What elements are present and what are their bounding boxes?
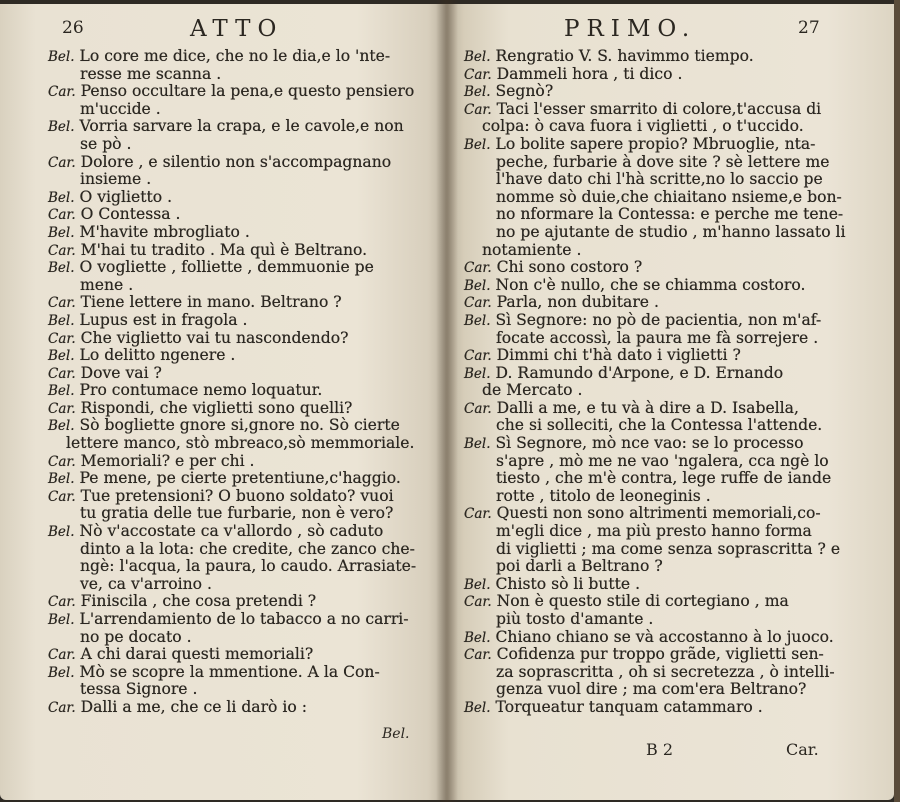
- dialogue-text: D. Ramundo d'Arpone, e D. Ernando: [495, 363, 784, 382]
- dialogue-text: za soprascritta , oh si secretezza , ò intelli-: [496, 662, 835, 681]
- speaker-label: Car.: [48, 365, 76, 382]
- text-line: [48, 171, 438, 189]
- text-line: [48, 136, 438, 154]
- text-line: [48, 541, 438, 559]
- running-head: PRIMO.: [564, 16, 697, 42]
- speaker-label: Car.: [464, 400, 492, 417]
- text-line: [48, 646, 438, 664]
- text-line: [48, 470, 438, 488]
- text-line: [48, 400, 438, 418]
- dialogue-text: se pò .: [80, 134, 132, 153]
- text-line: [464, 48, 880, 66]
- dialogue-text: più tosto d'amante .: [496, 610, 654, 628]
- right-page-header: [446, 18, 894, 48]
- speaker-label: Car.: [464, 295, 492, 312]
- dialogue-text: colpa: ò cava fuora i viglietti , o t'uccido.: [482, 117, 804, 136]
- text-line: [48, 347, 438, 365]
- text-line: [48, 681, 438, 699]
- dialogue-text: Vorria sarvare la crapa, e le cavole,e non: [79, 117, 404, 136]
- dialogue-text: Che viglietto vai tu nascondendo?: [80, 328, 349, 347]
- dialogue-text: Dammeli hora , ti dico .: [496, 64, 683, 83]
- text-line: [464, 277, 880, 295]
- text-line: [464, 330, 880, 348]
- dialogue-text: m'egli dice , ma più presto hanno forma: [496, 522, 812, 541]
- dialogue-text: Chisto sò li butte .: [495, 574, 641, 593]
- dialogue-text: O viglietto .: [79, 187, 173, 206]
- text-line: [464, 558, 880, 576]
- dialogue-text: Non è questo stile di cortegiano , ma: [496, 592, 789, 611]
- dialogue-text: m'uccide .: [80, 99, 161, 118]
- text-line: [48, 259, 438, 277]
- text-line: [48, 699, 438, 717]
- page-edge: [894, 0, 900, 802]
- text-line: [48, 224, 438, 242]
- dialogue-text: Lo core me dice, che no le dia,e lo 'nte-: [79, 47, 391, 65]
- speaker-label: Car.: [48, 295, 76, 312]
- signature-mark: B 2: [646, 740, 674, 759]
- speaker-label: Bel.: [48, 524, 75, 541]
- text-line: [464, 576, 880, 594]
- text-line: [48, 435, 438, 453]
- speaker-label: Car.: [464, 260, 492, 277]
- speaker-label: Car.: [464, 348, 492, 365]
- speaker-label: Bel.: [48, 260, 75, 277]
- text-line: [464, 699, 880, 717]
- dialogue-text: resse me scanna .: [80, 64, 222, 83]
- text-line: [464, 435, 880, 453]
- speaker-label: Car.: [48, 594, 76, 611]
- speaker-label: Bel.: [48, 189, 75, 206]
- dialogue-text: genza vuol dire ; ma com'era Beltrano?: [496, 680, 807, 699]
- left-page-footer: [0, 726, 446, 746]
- text-line: [464, 206, 880, 224]
- text-line: [48, 664, 438, 682]
- left-page: [0, 4, 446, 800]
- dialogue-text: Lo delitto ngenere .: [79, 346, 236, 365]
- dialogue-text: de Mercato .: [482, 381, 583, 400]
- right-page-footer: [446, 740, 894, 760]
- text-line: [48, 189, 438, 207]
- catchword: Car.: [786, 740, 819, 759]
- dialogue-text: M'hai tu tradito . Ma quì è Beltrano.: [80, 240, 368, 259]
- speaker-label: Car.: [48, 699, 76, 716]
- speaker-label: Bel.: [48, 418, 75, 435]
- speaker-label: Car.: [48, 84, 76, 101]
- text-line: [48, 118, 438, 136]
- text-line: [48, 593, 438, 611]
- text-line: [464, 541, 880, 559]
- text-line: [48, 505, 438, 523]
- dialogue-text: rotte , titolo de leoneginis .: [496, 486, 711, 505]
- right-page: [446, 4, 894, 800]
- text-line: [464, 400, 880, 418]
- text-line: [48, 576, 438, 594]
- dialogue-text: Lo bolite sapere propio? Mbruoglie, nta-: [495, 134, 816, 153]
- catchword: Bel.: [382, 726, 410, 742]
- dialogue-text: Chi sono costoro ?: [496, 258, 643, 277]
- dialogue-text: tessa Signore .: [80, 680, 198, 699]
- text-line: [464, 470, 880, 488]
- text-line: [48, 382, 438, 400]
- speaker-label: Bel.: [48, 49, 75, 65]
- text-line: [464, 66, 880, 84]
- text-line: [464, 611, 880, 629]
- dialogue-text: notamiente .: [482, 240, 582, 259]
- dialogue-text: Sì Segnore, mò nce vao: se lo processo: [495, 434, 804, 453]
- text-line: [48, 277, 438, 295]
- text-line: [48, 365, 438, 383]
- speaker-label: Car.: [48, 488, 76, 505]
- dialogue-text: Nò v'accostate ca v'allordo , sò caduto: [79, 522, 384, 541]
- speaker-label: Car.: [48, 647, 76, 664]
- dialogue-text: Finiscila , che cosa pretendi ?: [80, 592, 317, 611]
- dialogue-text: Taci l'esser smarrito di colore,t'accusa di: [496, 99, 822, 118]
- speaker-label: Car.: [464, 101, 492, 118]
- text-line: [48, 154, 438, 172]
- text-line: [464, 189, 880, 207]
- dialogue-text: Questi non sono altrimenti memoriali,co-: [496, 504, 821, 523]
- speaker-label: Car.: [48, 242, 76, 259]
- dialogue-text: l'have dato chi l'hà scritte,no lo saccio pe: [496, 170, 823, 189]
- text-line: [48, 242, 438, 260]
- dialogue-text: lettere manco, stò mbreaco,sò memmoriale.: [66, 434, 415, 453]
- text-line: [464, 593, 880, 611]
- text-line: [48, 83, 438, 101]
- text-line: [464, 171, 880, 189]
- dialogue-text: Memoriali? e per chi .: [80, 451, 255, 470]
- dialogue-text: O Contessa .: [80, 205, 181, 224]
- dialogue-text: Mò se scopre la mmentione. A la Con-: [79, 662, 380, 681]
- running-head: ATTO: [190, 16, 284, 42]
- dialogue-text: no pe ajutante de studio , m'hanno lassato li: [496, 222, 846, 241]
- text-line: [464, 259, 880, 277]
- left-page-header: [0, 18, 446, 48]
- dialogue-text: insieme .: [80, 170, 152, 189]
- speaker-label: Bel.: [48, 312, 75, 329]
- dialogue-text: Rispondi, che viglietti sono quelli?: [80, 398, 353, 417]
- speaker-label: Bel.: [48, 664, 75, 681]
- text-line: [48, 629, 438, 647]
- dialogue-text: focate accossì, la paura me fà sorrejere .: [496, 328, 819, 347]
- speaker-label: Bel.: [464, 277, 491, 294]
- text-line: [464, 646, 880, 664]
- dialogue-text: di viglietti ; ma come senza soprascritta ? e: [496, 539, 841, 558]
- dialogue-text: Penso occultare la pena,e questo pensiero: [80, 82, 415, 101]
- text-line: [464, 523, 880, 541]
- text-line: [464, 347, 880, 365]
- speaker-label: Car.: [464, 594, 492, 611]
- right-page-text: [464, 48, 880, 717]
- text-line: [48, 417, 438, 435]
- dialogue-text: Rengratio V. S. havimmo tiempo.: [495, 47, 754, 65]
- speaker-label: Bel.: [48, 119, 75, 136]
- text-line: [48, 611, 438, 629]
- speaker-label: Car.: [464, 66, 492, 83]
- dialogue-text: Pe mene, pe cierte pretentiune,c'haggio.: [79, 469, 401, 488]
- dialogue-text: Torqueatur tanquam catammaro .: [495, 697, 763, 716]
- text-line: [464, 505, 880, 523]
- dialogue-text: Pro contumace nemo loquatur.: [79, 381, 323, 400]
- dialogue-text: dinto a la lota: che credite, che zanco che-: [80, 539, 415, 558]
- text-line: [464, 488, 880, 506]
- text-line: [48, 66, 438, 84]
- speaker-label: Bel.: [464, 84, 491, 101]
- text-line: [48, 523, 438, 541]
- dialogue-text: Segnò?: [495, 82, 554, 101]
- dialogue-text: Tiene lettere in mano. Beltrano ?: [80, 293, 342, 312]
- text-line: [464, 101, 880, 119]
- dialogue-text: Chiano chiano se và accostanno à lo juoco.: [495, 627, 834, 646]
- speaker-label: Bel.: [48, 224, 75, 241]
- dialogue-text: Lupus est in fragola .: [79, 310, 248, 329]
- text-line: [464, 664, 880, 682]
- speaker-label: Bel.: [48, 383, 75, 400]
- dialogue-text: Dove vai ?: [80, 363, 162, 382]
- text-line: [464, 154, 880, 172]
- speaker-label: Bel.: [48, 471, 75, 488]
- text-line: [48, 101, 438, 119]
- text-line: [464, 681, 880, 699]
- dialogue-text: Dalli a me, e tu và à dire a D. Isabella,: [496, 398, 799, 417]
- page-number: 26: [62, 18, 84, 38]
- dialogue-text: peche, furbarie à dove site ? sè lettere me: [496, 152, 830, 171]
- dialogue-text: nomme sò duie,che chiaitano nsieme,e bon-: [496, 187, 842, 206]
- left-page-text: [48, 48, 438, 717]
- text-line: [464, 242, 880, 260]
- text-line: [464, 136, 880, 154]
- text-line: [48, 48, 438, 66]
- text-line: [464, 83, 880, 101]
- dialogue-text: tu gratia delle tue furbarie, non è vero?: [80, 504, 394, 523]
- dialogue-text: tiesto , che m'è contra, lege ruffe de iande: [496, 469, 832, 488]
- dialogue-text: Sì Segnore: no pò de pacientia, non m'af-: [495, 310, 822, 329]
- speaker-label: Car.: [48, 400, 76, 417]
- text-line: [464, 294, 880, 312]
- speaker-label: Car.: [48, 207, 76, 224]
- text-line: [48, 558, 438, 576]
- speaker-label: Bel.: [464, 629, 491, 646]
- speaker-label: Bel.: [464, 365, 491, 382]
- dialogue-text: Non c'è nullo, che se chiamma costoro.: [495, 275, 806, 294]
- page-number: 27: [798, 18, 820, 38]
- dialogue-text: A chi darai questi memoriali?: [80, 645, 314, 664]
- dialogue-text: no pe docato .: [80, 627, 192, 646]
- speaker-label: Car.: [48, 453, 76, 470]
- dialogue-text: poi darli a Beltrano ?: [496, 557, 663, 576]
- dialogue-text: mene .: [80, 275, 134, 294]
- dialogue-text: Parla, non dubitare .: [496, 293, 659, 312]
- speaker-label: Bel.: [48, 348, 75, 365]
- speaker-label: Bel.: [464, 699, 491, 716]
- text-line: [48, 488, 438, 506]
- dialogue-text: L'arrendamiento de lo tabacco a no carri-: [79, 610, 409, 628]
- text-line: [464, 312, 880, 330]
- text-line: [48, 206, 438, 224]
- speaker-label: Car.: [48, 330, 76, 347]
- speaker-label: Bel.: [464, 436, 491, 453]
- speaker-label: Bel.: [464, 136, 491, 153]
- text-line: [464, 224, 880, 242]
- text-line: [48, 312, 438, 330]
- dialogue-text: Dimmi chi t'hà dato i viglietti ?: [496, 346, 741, 365]
- text-line: [48, 453, 438, 471]
- dialogue-text: no nformare la Contessa: e perche me tene-: [496, 205, 844, 224]
- speaker-label: Bel.: [464, 576, 491, 593]
- text-line: [48, 294, 438, 312]
- speaker-label: Bel.: [464, 312, 491, 329]
- dialogue-text: O vogliette , folliette , demmuonie pe: [79, 258, 374, 277]
- speaker-label: Car.: [464, 506, 492, 523]
- dialogue-text: s'apre , mò me ne vao 'ngalera, cca ngè lo: [496, 451, 829, 470]
- dialogue-text: Dolore , e silentio non s'accompagnano: [80, 152, 392, 171]
- dialogue-text: Sò bogliette gnore si,gnore no. Sò cierte: [79, 416, 400, 435]
- dialogue-text: Dalli a me, che ce li darò io :: [80, 697, 307, 716]
- text-line: [464, 382, 880, 400]
- dialogue-text: M'havite mbrogliato .: [79, 222, 250, 241]
- text-line: [464, 629, 880, 647]
- text-line: [464, 118, 880, 136]
- dialogue-text: ve, ca v'arroino .: [80, 574, 212, 593]
- dialogue-text: Tue pretensioni? O buono soldato? vuoi: [80, 486, 394, 505]
- text-line: [464, 417, 880, 435]
- text-line: [464, 453, 880, 471]
- dialogue-text: Cofidenza pur troppo grãde, viglietti sen-: [496, 645, 824, 664]
- text-line: [464, 365, 880, 383]
- speaker-label: Bel.: [48, 612, 75, 628]
- dialogue-text: che si solleciti, che la Contessa l'attende.: [496, 416, 823, 435]
- speaker-label: Car.: [464, 647, 492, 664]
- speaker-label: Car.: [48, 154, 76, 171]
- speaker-label: Bel.: [464, 49, 491, 65]
- text-line: [48, 330, 438, 348]
- dialogue-text: ngè: l'acqua, la paura, lo caudo. Arrasiate-: [80, 557, 417, 576]
